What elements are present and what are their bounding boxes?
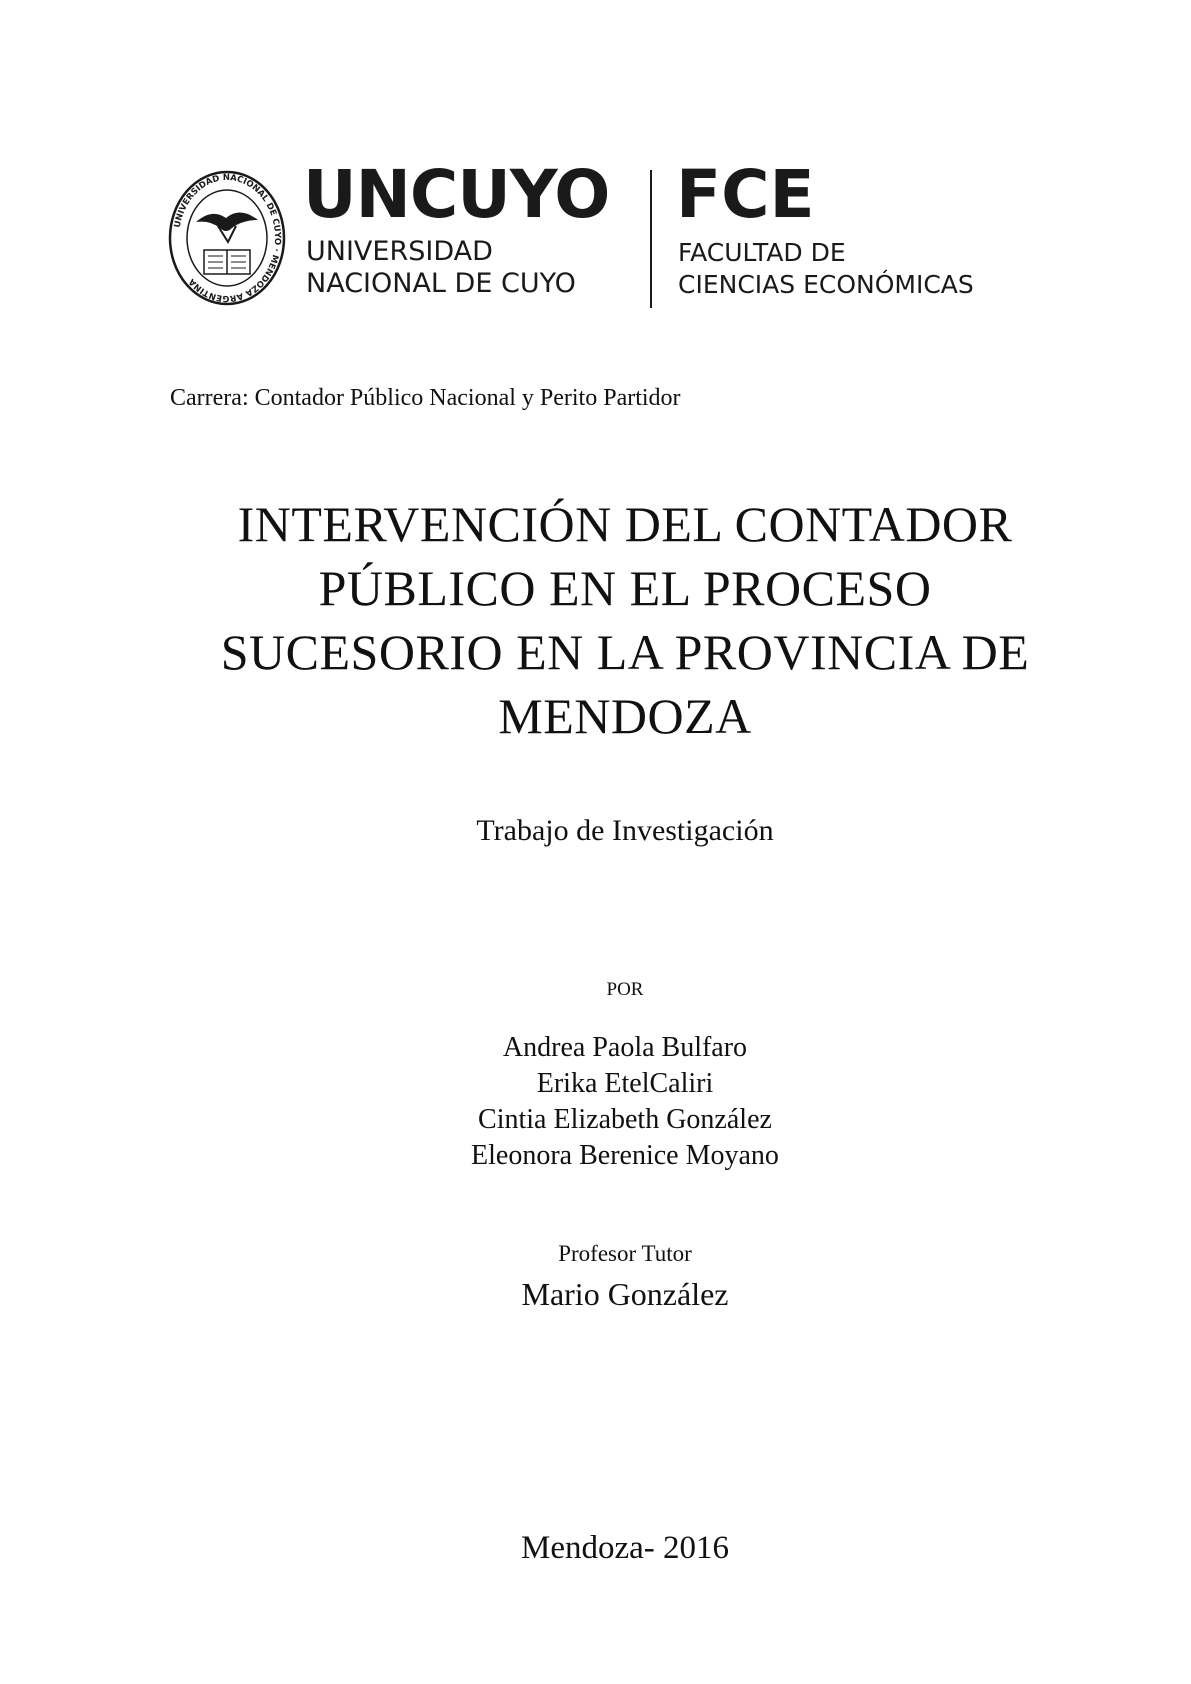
- document-subtitle: Trabajo de Investigación: [476, 814, 774, 847]
- university-seal-icon: [168, 170, 286, 306]
- authors-list: [0, 1030, 1191, 1174]
- career-label: Carrera: Contador Público Nacional y Perito Partidor: [170, 385, 681, 411]
- by-label: POR: [606, 979, 644, 1000]
- author-name: Cintia Elizabeth González: [478, 1104, 772, 1135]
- tutor-label: Profesor Tutor: [558, 1241, 692, 1266]
- title-line: SUCESORIO EN LA PROVINCIA DE: [220, 624, 1030, 680]
- title-line: INTERVENCIÓN DEL CONTADOR: [237, 496, 1013, 552]
- place-and-date: Mendoza- 2016: [520, 1530, 730, 1566]
- author-name: Erika EtelCaliri: [536, 1068, 714, 1099]
- title-line: MENDOZA: [498, 688, 752, 744]
- university-name-line1: UNIVERSIDAD: [306, 236, 493, 267]
- faculty-wordmark: FCE: [676, 156, 815, 233]
- author-name: Andrea Paola Bulfaro: [502, 1032, 748, 1063]
- author-name: Eleonora Berenice Moyano: [471, 1140, 779, 1171]
- institution-logo: [168, 156, 1068, 318]
- faculty-name-line1: FACULTAD DE: [678, 238, 846, 267]
- title-line: PÚBLICO EN EL PROCESO: [318, 560, 932, 616]
- faculty-name-line2: CIENCIAS ECONÓMICAS: [678, 270, 974, 299]
- university-name-line2: NACIONAL DE CUYO: [306, 268, 576, 299]
- university-wordmark: UNCUYO: [303, 156, 610, 233]
- document-title: [120, 492, 1130, 748]
- tutor-name: Mario González: [521, 1276, 729, 1312]
- logo-divider: [650, 170, 652, 308]
- svg-text:UNIVERSIDAD NACIONAL DE CUYO ·: UNIVERSIDAD NACIONAL DE CUYO · MENDOZA ARGENTINA: [172, 172, 283, 304]
